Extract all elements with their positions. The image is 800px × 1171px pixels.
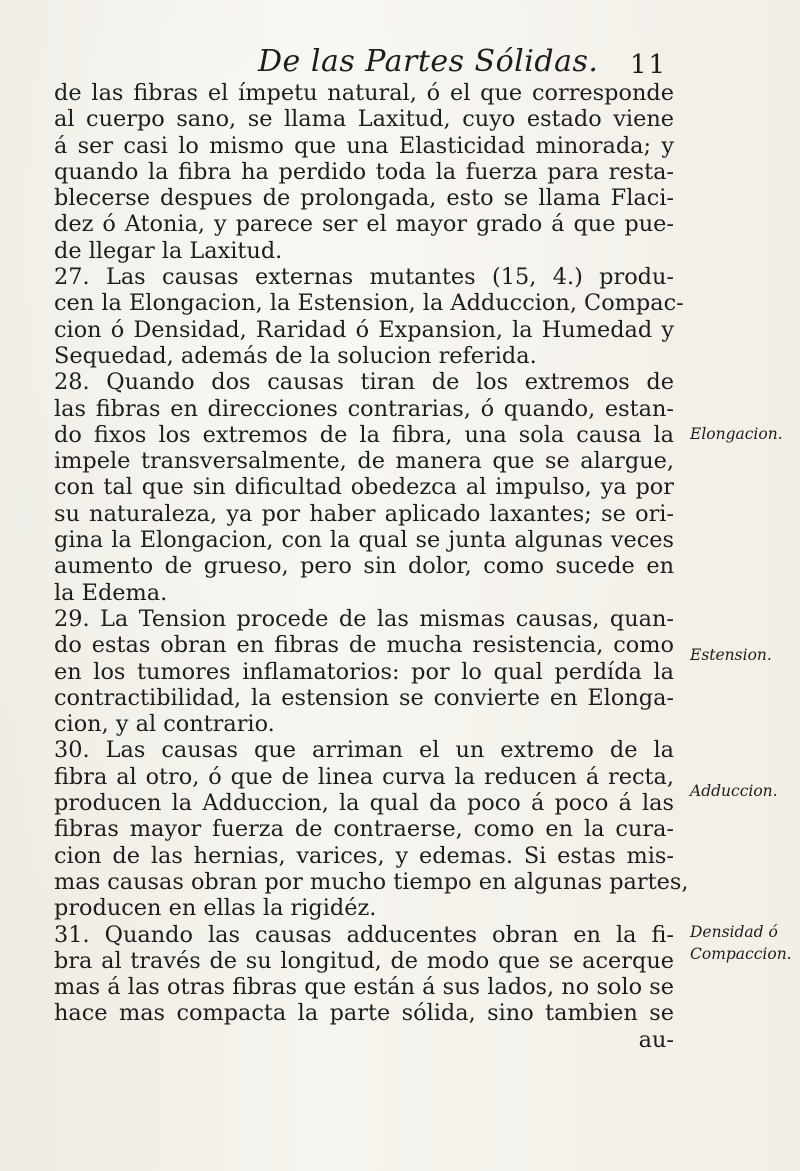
text-line: do fixos los extremos de la fibra, una sola causa la — [54, 421, 674, 448]
text-line: producen la Adduccion, la qual da poco á poco á las — [54, 790, 674, 817]
text-line: 31. Quando las causas adducentes obran en la fi- — [54, 921, 674, 948]
text-line: blecerse despues de prolongada, esto se llama Flaci- — [54, 185, 674, 212]
margin-note-elongacion: Elongacion. — [690, 425, 783, 443]
text-line: mas causas obran por mucho tiempo en algunas partes, — [54, 868, 689, 895]
text-line: mas á las otras fibras que están á sus lados, no solo se — [54, 974, 674, 1001]
margin-note-compaccion: Compaccion. — [690, 945, 792, 963]
text-line: cion ó Densidad, Raridad ó Expansion, la Humedad y — [54, 316, 674, 343]
text-line: con tal que sin dificultad obedezca al impulso, ya por — [54, 474, 674, 501]
text-line: de las fibras el ímpetu natural, ó el que corresponde — [54, 80, 674, 106]
text-line: de llegar la Laxitud. — [54, 237, 283, 264]
margin-note-estension: Estension. — [690, 646, 772, 664]
text-line: do estas obran en fibras de mucha resistencia, como — [54, 632, 674, 659]
text-line: Sequedad, además de la solucion referida. — [54, 342, 537, 369]
text-line: hace mas compacta la parte sólida, sino tambien se — [54, 1000, 674, 1027]
text-line: 29. La Tension procede de las mismas causas, quan- — [54, 605, 674, 632]
text-line: cen la Elongacion, la Estension, la Adduccion, Compac- — [54, 290, 684, 317]
running-title: De las Partes Sólidas. — [258, 44, 599, 79]
text-line: fibras mayor fuerza de contraerse, como en la cura- — [54, 816, 674, 843]
text-line: en los tumores inflamatorios: por lo qual perdída la — [54, 658, 674, 685]
text-line: las fibras en direcciones contrarias, ó quando, estan- — [54, 395, 674, 422]
text-line: fibra al otro, ó que de linea curva la reducen á recta, — [54, 763, 674, 790]
text-line: su naturaleza, ya por haber aplicado laxantes; se ori- — [54, 500, 674, 527]
body-text — [54, 80, 689, 1053]
margin-note-adduccion: Adduccion. — [690, 782, 778, 800]
text-line: dez ó Atonia, y parece ser el mayor grado á que pue- — [54, 211, 674, 238]
text-line: 27. Las causas externas mutantes (15, 4.) produ- — [54, 264, 674, 291]
text-line: aumento de grueso, pero sin dolor, como sucede en — [54, 553, 674, 580]
text-line: 28. Quando dos causas tiran de los extremos de — [54, 369, 674, 396]
text-line: bra al través de su longitud, de modo que se acerque — [54, 947, 674, 974]
text-line: cion de las hernias, varices, y edemas. Si estas mis- — [54, 842, 674, 869]
text-line: quando la fibra ha perdido toda la fuerza para resta- — [54, 158, 674, 185]
text-line: al cuerpo sano, se llama Laxitud, cuyo estado viene — [54, 106, 674, 133]
text-line: gina la Elongacion, con la qual se junta algunas veces — [54, 527, 674, 554]
margin-note-densidad: Densidad ó — [690, 923, 778, 941]
text-line: la Edema. — [54, 579, 168, 606]
text-line: á ser casi lo mismo que una Elasticidad minorada; y — [54, 132, 674, 159]
text-line: producen en ellas la rigidéz. — [54, 895, 377, 922]
text-line: cion, y al contrario. — [54, 711, 275, 738]
text-line: impele transversalmente, de manera que se alargue, — [54, 448, 674, 475]
page-header — [258, 44, 678, 84]
page-number: 11 — [630, 50, 668, 80]
catchword: au- — [638, 1026, 674, 1053]
text-line: contractibilidad, la estension se convierte en Elonga- — [54, 684, 674, 711]
text-line: 30. Las causas que arriman el un extremo de la — [54, 737, 674, 764]
